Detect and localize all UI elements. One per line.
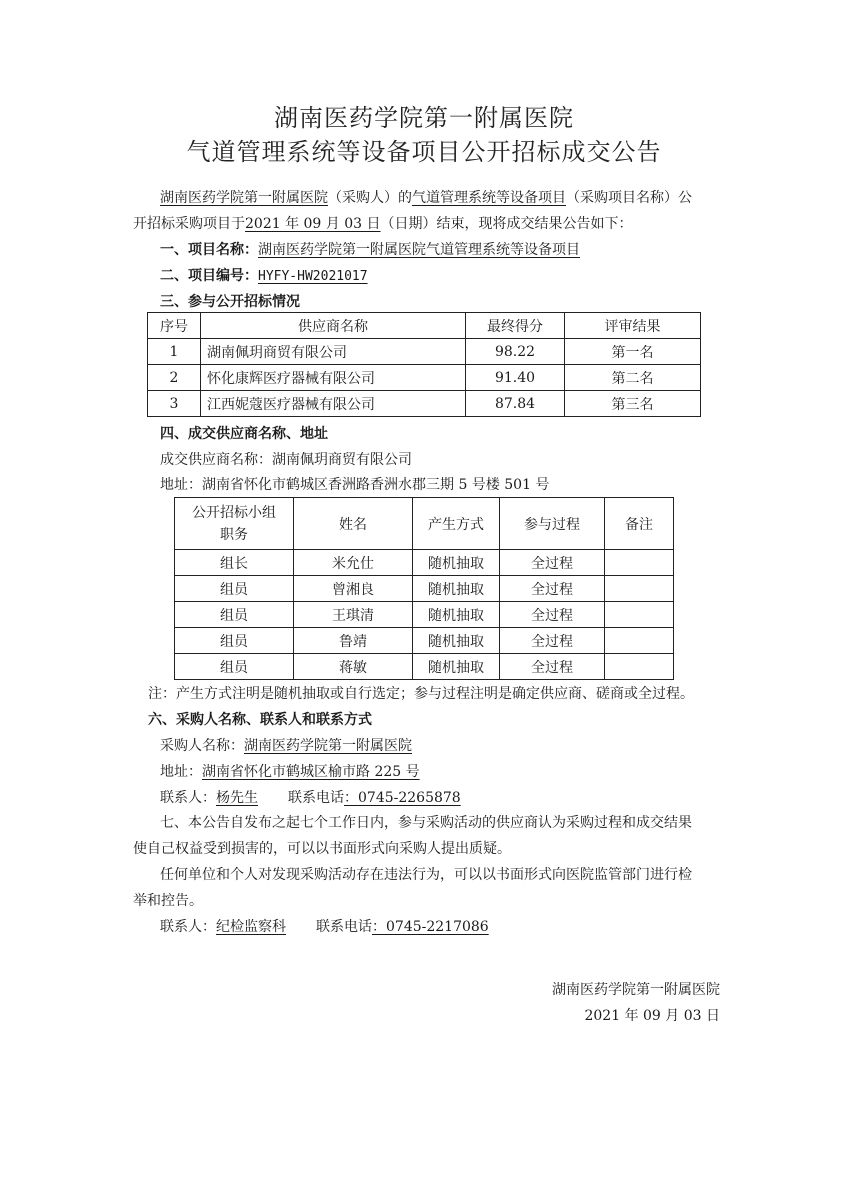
col-header-role-line1: 公开招标小组 bbox=[192, 504, 276, 521]
intro-date: 2021 年 09 月 03 日 bbox=[245, 216, 381, 232]
row-score: 87.84 bbox=[466, 391, 565, 417]
member-process: 全过程 bbox=[500, 628, 605, 654]
supervision-phone-value: ：0745-2217086 bbox=[372, 919, 489, 935]
member-note bbox=[605, 628, 674, 654]
member-role: 组员 bbox=[175, 654, 294, 680]
row-supplier: 湖南佩玥商贸有限公司 bbox=[201, 339, 466, 365]
signature-date: 2021 年 09 月 03 日 bbox=[584, 1008, 720, 1024]
row-score: 98.22 bbox=[466, 339, 565, 365]
winning-supplier: 成交供应商名称：湖南佩玥商贸有限公司 bbox=[160, 452, 412, 468]
table-header-row bbox=[175, 498, 674, 550]
purchaser-address-label: 地址： bbox=[160, 764, 202, 780]
member-name: 蒋敏 bbox=[294, 654, 413, 680]
section-6-label: 六、采购人名称、联系人和联系方式 bbox=[148, 712, 372, 728]
member-name: 米允仕 bbox=[294, 550, 413, 576]
table-row bbox=[148, 391, 701, 417]
supervision-contact-label: 联系人： bbox=[160, 919, 216, 935]
member-method: 随机抽取 bbox=[413, 628, 500, 654]
title-line-2: 气道管理系统等设备项目公开招标成交公告 bbox=[186, 138, 662, 166]
table-header-row bbox=[148, 313, 701, 339]
phone-label: 联系电话 bbox=[288, 790, 344, 806]
signature-org: 湖南医药学院第一附属医院 bbox=[552, 982, 720, 998]
member-role: 组员 bbox=[175, 602, 294, 628]
section-1 bbox=[160, 240, 580, 260]
table-row bbox=[175, 576, 674, 602]
col-header-score: 最终得分 bbox=[466, 313, 565, 339]
purchaser-name-line bbox=[160, 736, 412, 756]
footnote: 注：产生方式注明是随机抽取或自行选定；参与过程注明是确定供应商、磋商或全过程。 bbox=[148, 686, 694, 702]
committee-table bbox=[174, 497, 674, 680]
member-note bbox=[605, 576, 674, 602]
col-header-role-line2: 职务 bbox=[220, 526, 248, 543]
member-method: 随机抽取 bbox=[413, 550, 500, 576]
member-method: 随机抽取 bbox=[413, 602, 500, 628]
member-process: 全过程 bbox=[500, 602, 605, 628]
supervision-contact-line bbox=[160, 917, 489, 937]
section-7-para2-line2: 举和控告。 bbox=[133, 893, 203, 909]
section-7-para1-line1: 七、本公告自发布之起七个工作日内，参与采购活动的供应商认为采购过程和成交结果 bbox=[160, 815, 692, 831]
row-no: 3 bbox=[148, 391, 201, 417]
purchaser-contact-line bbox=[160, 788, 461, 808]
table-row bbox=[175, 654, 674, 680]
intro-purchaser-note: （采购人）的 bbox=[328, 190, 412, 206]
phone-value: ：0745-2265878 bbox=[344, 790, 461, 806]
member-note bbox=[605, 654, 674, 680]
intro-line2-prefix: 开招标采购项目于 bbox=[133, 216, 245, 232]
member-note bbox=[605, 602, 674, 628]
col-header-no: 序号 bbox=[148, 313, 201, 339]
intro-line-2 bbox=[133, 214, 633, 234]
purchaser-name-value: 湖南医药学院第一附属医院 bbox=[244, 738, 412, 754]
intro-purchaser: 湖南医药学院第一附属医院 bbox=[160, 190, 328, 206]
member-name: 王琪清 bbox=[294, 602, 413, 628]
section-7-para2-line1: 任何单位和个人对发现采购活动存在违法行为，可以以书面形式向医院监管部门进行检 bbox=[160, 867, 692, 883]
col-header-note: 备注 bbox=[605, 498, 674, 550]
section-2 bbox=[160, 266, 368, 287]
col-header-supplier: 供应商名称 bbox=[201, 313, 466, 339]
table-row bbox=[148, 339, 701, 365]
supervision-phone-label: 联系电话 bbox=[316, 919, 372, 935]
member-note bbox=[605, 550, 674, 576]
section-3-label: 三、参与公开招标情况 bbox=[160, 294, 300, 310]
col-header-role bbox=[175, 498, 294, 550]
purchaser-address-line bbox=[160, 762, 420, 782]
contact-value: 杨先生 bbox=[216, 790, 258, 806]
row-result: 第一名 bbox=[565, 339, 701, 365]
table-row bbox=[148, 365, 701, 391]
section-1-label: 一、项目名称： bbox=[160, 242, 258, 258]
intro-line2-suffix: （日期）结束，现将成交结果公告如下： bbox=[380, 216, 633, 232]
project-number: HYFY-HW2021017 bbox=[258, 269, 368, 284]
table-row bbox=[175, 550, 674, 576]
col-header-name: 姓名 bbox=[294, 498, 413, 550]
winning-supplier-address: 地址：湖南省怀化市鹤城区香洲路香洲水郡三期 5 号楼 501 号 bbox=[160, 477, 550, 493]
bid-results-table bbox=[147, 312, 701, 417]
col-header-process: 参与过程 bbox=[500, 498, 605, 550]
row-no: 1 bbox=[148, 339, 201, 365]
project-name: 湖南医药学院第一附属医院气道管理系统等设备项目 bbox=[258, 242, 580, 258]
row-result: 第二名 bbox=[565, 365, 701, 391]
row-score: 91.40 bbox=[466, 365, 565, 391]
col-header-result: 评审结果 bbox=[565, 313, 701, 339]
intro-project-note: （采购项目名称）公 bbox=[566, 190, 692, 206]
row-no: 2 bbox=[148, 365, 201, 391]
section-2-label: 二、项目编号： bbox=[160, 268, 258, 284]
section-4-label: 四、成交供应商名称、地址 bbox=[160, 426, 328, 442]
row-result: 第三名 bbox=[565, 391, 701, 417]
member-role: 组长 bbox=[175, 550, 294, 576]
member-name: 鲁靖 bbox=[294, 628, 413, 654]
row-supplier: 江西妮蔻医疗器械有限公司 bbox=[201, 391, 466, 417]
contact-label: 联系人： bbox=[160, 790, 216, 806]
member-role: 组员 bbox=[175, 628, 294, 654]
section-7-para1-line2: 使自己权益受到损害的，可以以书面形式向采购人提出质疑。 bbox=[133, 841, 511, 857]
member-name: 曾湘良 bbox=[294, 576, 413, 602]
member-process: 全过程 bbox=[500, 654, 605, 680]
title-line-1: 湖南医药学院第一附属医院 bbox=[274, 104, 574, 132]
table-row bbox=[175, 628, 674, 654]
supervision-contact-value: 纪检监察科 bbox=[216, 919, 286, 935]
intro-project: 气道管理系统等设备项目 bbox=[412, 190, 566, 206]
purchaser-address-value: 湖南省怀化市鹤城区榆市路 225 号 bbox=[202, 764, 420, 780]
member-role: 组员 bbox=[175, 576, 294, 602]
col-header-method: 产生方式 bbox=[413, 498, 500, 550]
member-process: 全过程 bbox=[500, 550, 605, 576]
member-method: 随机抽取 bbox=[413, 654, 500, 680]
member-process: 全过程 bbox=[500, 576, 605, 602]
table-row bbox=[175, 602, 674, 628]
member-method: 随机抽取 bbox=[413, 576, 500, 602]
intro-line-1 bbox=[160, 188, 692, 208]
row-supplier: 怀化康辉医疗器械有限公司 bbox=[201, 365, 466, 391]
purchaser-name-label: 采购人名称： bbox=[160, 738, 244, 754]
